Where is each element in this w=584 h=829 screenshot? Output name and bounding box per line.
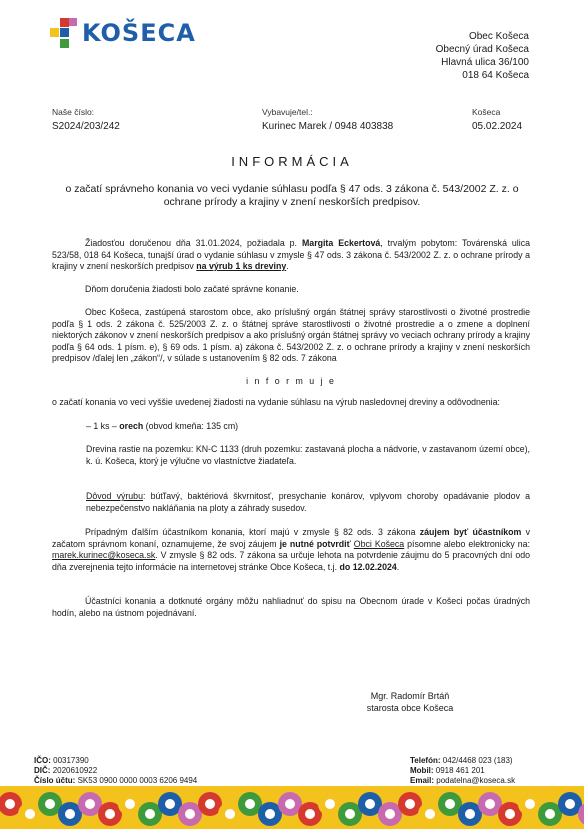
address-line-4: 018 64 Košeca (462, 70, 529, 81)
tree-item (86, 421, 526, 433)
document-subtitle: o začatí správneho konania vo veci vydanie súhlasu podľa § 47 ods. 3 zákona č. 543/2002 Z. z. o ochrane prírody a krajiny v znení neskorších predpisov. (65, 183, 519, 208)
logo-mark-icon (50, 18, 78, 50)
address-line-2: Obecný úrad Košeca (435, 44, 529, 55)
reason-label: Dôvod výrubu (86, 491, 143, 501)
p1-b: , trvalým pobytom: Továrenská ulica 523/58, 018 64 Košeca, tunajší úrad o vydanie súhlasu v zmysle § 47 ods. 3 zákona č. 543/2002 Z. z. o ochrane prírody a krajiny v znení neskorších predpisov (52, 238, 531, 271)
p1-d: . (286, 261, 289, 271)
tree-item-pre: – 1 ks – (86, 421, 120, 431)
p7-f: . V zmysle § 82 ods. 7 zákona sa určuje lehota na potvrdenie záujmu do 5 pracovných dní odo dňa zverejnenia tejto informácie na internetovej stránke Obce Košeca, t.j. (52, 550, 530, 572)
paragraph-start: Dňom doručenia žiadosti bolo začaté správne konanie. (85, 284, 299, 294)
paragraph-parcel: Drevina rastie na pozemku: KN-C 1133 (druh pozemku: zastavaná plocha a nádvorie, v zastavanom území obce), k. ú. Košeca, ktorý je výlučne vo vlastníctve žiadateľa. (86, 444, 530, 466)
applicant-name: Margita Eckertová (301, 238, 381, 248)
date-value: 05.02.2024 (472, 121, 523, 132)
paragraph-reason (86, 491, 530, 514)
paragraph-request (52, 238, 530, 273)
email-label: Email: (410, 776, 435, 785)
ico-label: IČO: (34, 756, 51, 765)
p1-a: Žiadosťou doručenou dňa 31.01.2024, požiadala p. (85, 238, 302, 248)
koseca-logo (50, 18, 220, 52)
signature-block (330, 690, 490, 714)
our-number-value: S2024/203/242 (52, 121, 120, 132)
address-line-3: Hlavná ulica 36/100 (441, 57, 529, 68)
felling-scope: na výrub 1 ks dreviny (196, 261, 287, 271)
p7-g: . (396, 561, 400, 572)
account-label: Číslo účtu: (34, 776, 76, 785)
our-number (52, 107, 120, 132)
mobile-label: Mobil: (410, 766, 434, 775)
tree-item-post: (obvod kmeňa: 135 cm) (143, 421, 239, 431)
phone-value: 042/4468 023 (183) (442, 756, 513, 765)
folk-pattern-icon (0, 786, 584, 829)
decorative-folk-band (0, 786, 584, 829)
dic-label: DIČ: (34, 766, 51, 775)
address-line-1: Obec Košeca (468, 31, 529, 42)
mayor-name: Mgr. Radomír Brtáň (370, 691, 450, 701)
deadline-date: do 12.02.2024 (339, 561, 397, 572)
p7-b1: záujem byť účastníkom (419, 527, 522, 537)
ico-value: 00317390 (53, 756, 89, 765)
p7-c: v začatom správnom konaní, oznamujeme, že svoj záujem (52, 527, 531, 549)
office-address (436, 30, 529, 82)
dic-value: 2020610922 (52, 766, 98, 775)
paragraph-subject: o začatí konania vo veci vyššie uvedenej žiadosti na vydanie súhlasu na výrub nasledovnej dreviny a odôvodnenia: (52, 397, 500, 407)
footer-left (34, 756, 197, 786)
tree-species: orech (119, 421, 144, 431)
reason-text: : búťľavý, baktériová škvrnitosť, presychanie konárov, vplyvom choroby opadávanie plodov a nebezpečenstvo nakláňania na ploty a záhrady susedov. (86, 491, 531, 513)
handled-by-label: Vybavuje/tel.: (262, 107, 313, 117)
informs-heading: i n f o r m u j e (246, 376, 336, 386)
brand-name: KOŠECA (82, 19, 196, 47)
place-label: Košeca (472, 107, 501, 117)
mobile-value: 0918 461 201 (435, 766, 485, 775)
our-number-label: Naše číslo: (52, 107, 95, 117)
paragraph-authority: Obec Košeca, zastúpená starostom obce, ako príslušný orgán štátnej správy starostlivosti o životné prostredie podľa § 1 ods. 2 zákona č. 525/2003 Z. z. o štátnej správe starostlivosti o životné prostredie a o zmene a doplnení niektorých zákonov v znení neskorších predpisov a ako príslušný orgán štátnej správy vo veciach ochrany prírody a krajiny podľa § 64 ods. 1 písm. e), § 69 ods. 1 písm. a) zákona č. 543/2002 Z. z. o ochrane prírody a krajiny v znení neskorších predpisov /ďalej len „zákon“/, v súlade s ustanovením § 82 ods. 7 zákona (52, 307, 530, 363)
handled-by-value: Kurinec Marek / 0948 403838 (262, 121, 394, 132)
p7-e: písomne alebo elektronicky na: (404, 538, 531, 549)
document-title: INFORMÁCIA (231, 154, 353, 169)
p7-b2: je nutné potvrdiť (279, 538, 351, 549)
mayor-role: starosta obce Košeca (366, 703, 454, 713)
paragraph-inspection: Účastníci konania a dotknuté orgány môžu nahliadnuť do spisu na Obecnom úrade v Košeci počas úradných hodín, alebo na ústnom pojednávaní. (52, 596, 530, 618)
email-link[interactable]: marek.kurinec@koseca.sk (52, 550, 156, 560)
p7-u1: Obci Košeca (353, 538, 405, 549)
phone-label: Telefón: (410, 756, 441, 765)
email-value: podatelna@koseca.sk (436, 776, 516, 785)
p7-a: Prípadným ďalším účastníkom konania, ktorí majú v zmysle § 82 ods. 3 zákona (85, 527, 420, 537)
handled-by (262, 107, 393, 132)
place-date (472, 107, 522, 132)
footer-right (410, 756, 515, 786)
account-value: SK53 0900 0000 0003 6206 9494 (77, 776, 198, 785)
paragraph-participants (52, 527, 530, 573)
